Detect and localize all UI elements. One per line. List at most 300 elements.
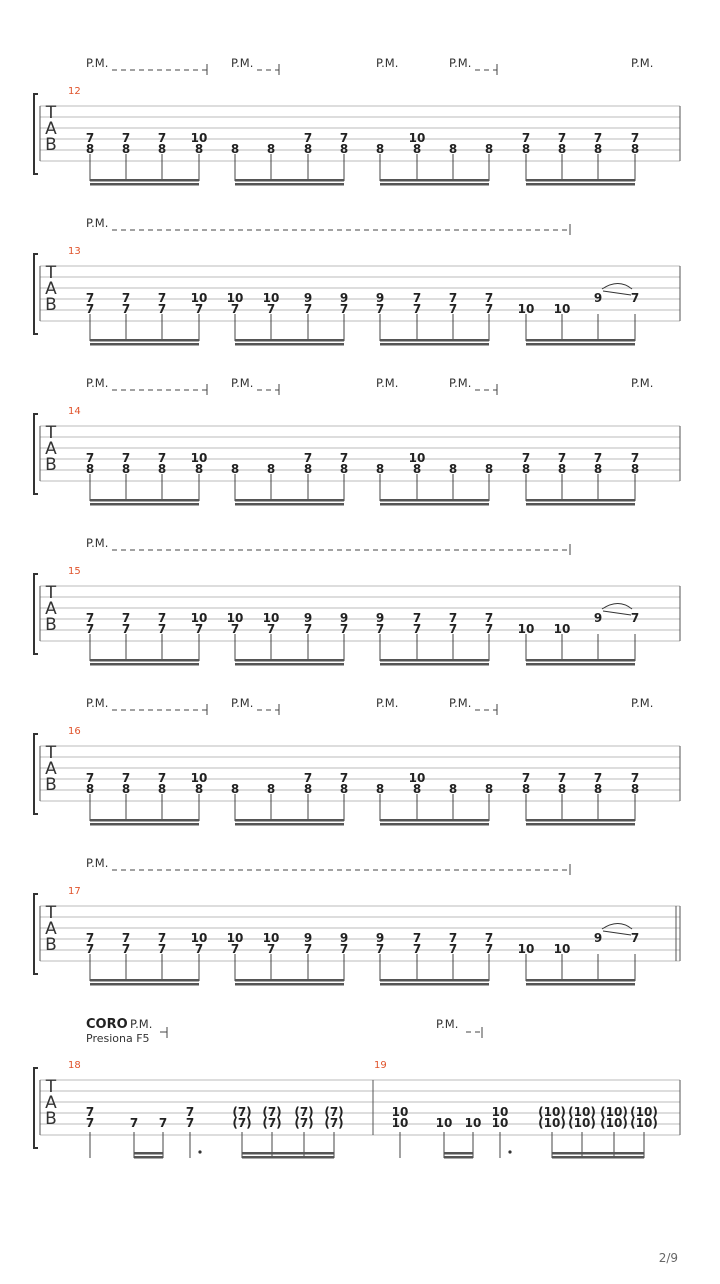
- measure-number: 18: [68, 1060, 81, 1071]
- fret-number: 7: [158, 1116, 168, 1130]
- fret-number: 8: [157, 782, 167, 796]
- fret-number: 7: [375, 622, 385, 636]
- palm-mute-label: P.M.: [231, 376, 254, 390]
- fret-number: 7: [630, 131, 640, 145]
- fret-number: 7: [448, 942, 458, 956]
- fret-number: 7: [339, 622, 349, 636]
- system-brace: [34, 574, 38, 654]
- tab-clef-letter: A: [45, 759, 57, 779]
- beam: [235, 659, 344, 662]
- fret-number: 7: [630, 451, 640, 465]
- fret-number: (10): [630, 1105, 658, 1119]
- fret-number: 7: [85, 1116, 95, 1130]
- tab-clef-letter: B: [45, 455, 57, 475]
- fret-number: 7: [412, 622, 422, 636]
- fret-number: 7: [303, 451, 313, 465]
- fret-number: 10: [408, 771, 426, 785]
- beam: [526, 179, 635, 182]
- fret-number: 8: [448, 782, 458, 796]
- fret-number: 10: [262, 291, 280, 305]
- fret-number: (7): [232, 1105, 252, 1119]
- beam: [90, 183, 199, 186]
- beam: [235, 663, 344, 666]
- fret-number: 8: [194, 462, 204, 476]
- beam: [90, 179, 199, 182]
- beam: [526, 823, 635, 826]
- fret-number: (10): [630, 1116, 658, 1130]
- beam: [380, 183, 489, 186]
- fret-number: 10: [190, 931, 208, 945]
- fret-number: 10: [491, 1105, 509, 1119]
- beam: [90, 663, 199, 666]
- fret-number: 7: [85, 1105, 95, 1119]
- tab-clef-letter: T: [45, 423, 57, 443]
- beam: [235, 979, 344, 982]
- beam: [134, 1152, 163, 1155]
- beam: [235, 343, 344, 346]
- fret-number: 10: [408, 451, 426, 465]
- fret-number: 7: [412, 931, 422, 945]
- palm-mute-label: P.M.: [86, 216, 109, 230]
- tab-clef-letter: A: [45, 1093, 57, 1113]
- palm-mute-label: P.M.: [86, 536, 109, 550]
- fret-number: 7: [157, 771, 167, 785]
- fret-number: 7: [303, 302, 313, 316]
- fret-number: 7: [484, 942, 494, 956]
- palm-mute-label: P.M.: [449, 376, 472, 390]
- measure-number: 12: [68, 86, 81, 97]
- fret-number: 8: [557, 462, 567, 476]
- fret-number: 8: [266, 462, 276, 476]
- tab-clef-letter: B: [45, 295, 57, 315]
- tab-clef-letter: A: [45, 439, 57, 459]
- beam: [526, 343, 635, 346]
- system-brace: [34, 94, 38, 174]
- fret-number: 9: [303, 611, 313, 625]
- fret-number: 7: [157, 611, 167, 625]
- palm-mute-label: P.M.: [631, 56, 654, 70]
- fret-number: 8: [484, 782, 494, 796]
- section-label: CORO: [86, 1017, 128, 1032]
- beam: [380, 663, 489, 666]
- fret-number: 9: [339, 291, 349, 305]
- fret-number: 7: [448, 622, 458, 636]
- fret-number: 7: [448, 302, 458, 316]
- beam: [90, 339, 199, 342]
- fret-number: 7: [85, 611, 95, 625]
- fret-number: 8: [121, 782, 131, 796]
- beam: [242, 1152, 334, 1155]
- fret-number: 8: [412, 462, 422, 476]
- fret-number: 7: [630, 611, 640, 625]
- beam: [380, 819, 489, 822]
- fret-number: 8: [339, 462, 349, 476]
- fret-number: 7: [593, 451, 603, 465]
- fret-number: 7: [85, 931, 95, 945]
- fret-number: 10: [408, 131, 426, 145]
- fret-number: 8: [85, 462, 95, 476]
- beam: [552, 1156, 644, 1159]
- fret-number: 7: [157, 451, 167, 465]
- system-brace: [34, 414, 38, 494]
- fret-number: 7: [85, 771, 95, 785]
- fret-number: 8: [375, 462, 385, 476]
- beam: [235, 499, 344, 502]
- fret-number: 10: [190, 771, 208, 785]
- fret-number: 8: [375, 142, 385, 156]
- fret-number: (7): [294, 1105, 314, 1119]
- beam: [380, 499, 489, 502]
- beam: [90, 983, 199, 986]
- fret-number: 7: [85, 622, 95, 636]
- tab-clef-letter: A: [45, 279, 57, 299]
- fret-number: 7: [303, 771, 313, 785]
- beam: [90, 499, 199, 502]
- fret-number: 7: [412, 611, 422, 625]
- fret-number: (10): [568, 1105, 596, 1119]
- fret-number: 8: [484, 462, 494, 476]
- fret-number: 7: [303, 622, 313, 636]
- beam: [526, 819, 635, 822]
- beam: [526, 663, 635, 666]
- fret-number: 7: [85, 291, 95, 305]
- slide-line: [603, 611, 631, 615]
- tab-system: [34, 696, 680, 826]
- fret-number: 10: [553, 302, 571, 316]
- fret-number: 10: [553, 942, 571, 956]
- fret-number: (10): [600, 1116, 628, 1130]
- tab-clef-letter: B: [45, 935, 57, 955]
- tab-system: [34, 376, 680, 506]
- fret-number: 10: [491, 1116, 509, 1130]
- fret-number: (10): [600, 1105, 628, 1119]
- beam: [242, 1156, 334, 1159]
- fret-number: 7: [375, 942, 385, 956]
- fret-number: 7: [557, 771, 567, 785]
- fret-number: 7: [266, 942, 276, 956]
- beam: [235, 179, 344, 182]
- fret-number: 7: [593, 771, 603, 785]
- beam: [235, 339, 344, 342]
- fret-number: 9: [339, 931, 349, 945]
- beam: [235, 819, 344, 822]
- fret-number: 9: [303, 291, 313, 305]
- beam: [380, 823, 489, 826]
- fret-number: 10: [517, 942, 535, 956]
- fret-number: 7: [185, 1116, 195, 1130]
- fret-number: 7: [266, 622, 276, 636]
- fret-number: 9: [593, 611, 603, 625]
- fret-number: 10: [391, 1105, 409, 1119]
- fret-number: 7: [121, 302, 131, 316]
- fret-number: 8: [303, 142, 313, 156]
- fret-number: 7: [121, 451, 131, 465]
- fret-number: (7): [262, 1116, 282, 1130]
- fret-number: 7: [448, 931, 458, 945]
- beam: [380, 979, 489, 982]
- fret-number: 7: [448, 291, 458, 305]
- system-brace: [34, 254, 38, 334]
- fret-number: (10): [538, 1116, 566, 1130]
- palm-mute-label: P.M.: [436, 1017, 459, 1031]
- fret-number: 7: [85, 302, 95, 316]
- fret-number: 9: [593, 291, 603, 305]
- tab-system: [34, 216, 680, 346]
- fret-number: 7: [157, 302, 167, 316]
- beam: [235, 823, 344, 826]
- fret-number: 10: [262, 931, 280, 945]
- palm-mute-label: P.M.: [130, 1017, 153, 1031]
- tab-clef-letter: B: [45, 1109, 57, 1129]
- tab-system: [34, 856, 680, 986]
- fret-number: 7: [230, 302, 240, 316]
- fret-number: 8: [266, 782, 276, 796]
- fret-number: 9: [303, 931, 313, 945]
- fret-number: 7: [412, 942, 422, 956]
- fret-number: 8: [412, 142, 422, 156]
- beam: [380, 179, 489, 182]
- fret-number: (10): [538, 1105, 566, 1119]
- fret-number: 8: [121, 462, 131, 476]
- fret-number: 10: [391, 1116, 409, 1130]
- palm-mute-label: P.M.: [631, 376, 654, 390]
- fret-number: 7: [157, 622, 167, 636]
- fret-number: 7: [339, 942, 349, 956]
- fret-number: 7: [339, 451, 349, 465]
- fret-number: 7: [339, 302, 349, 316]
- fret-number: 8: [85, 782, 95, 796]
- measure-number: 14: [68, 406, 81, 417]
- fret-number: 7: [129, 1116, 139, 1130]
- fret-number: 7: [484, 291, 494, 305]
- instruction-text: Presiona F5: [86, 1032, 150, 1045]
- fret-number: 7: [194, 302, 204, 316]
- fret-number: 8: [194, 142, 204, 156]
- fret-number: 7: [266, 302, 276, 316]
- fret-number: 7: [521, 131, 531, 145]
- slide-line: [603, 931, 631, 935]
- beam: [552, 1152, 644, 1155]
- beam: [526, 499, 635, 502]
- dot: [198, 1150, 201, 1153]
- fret-number: 8: [194, 782, 204, 796]
- fret-number: 7: [339, 771, 349, 785]
- fret-number: 8: [593, 782, 603, 796]
- fret-number: 7: [521, 451, 531, 465]
- fret-number: 10: [190, 451, 208, 465]
- tab-clef-letter: A: [45, 119, 57, 139]
- fret-number: 10: [190, 611, 208, 625]
- tab-clef-letter: T: [45, 263, 57, 283]
- tab-clef-letter: A: [45, 599, 57, 619]
- fret-number: 10: [517, 302, 535, 316]
- palm-mute-label: P.M.: [86, 856, 109, 870]
- fret-number: 7: [557, 131, 567, 145]
- fret-number: 8: [303, 462, 313, 476]
- fret-number: 8: [448, 142, 458, 156]
- fret-number: 8: [521, 782, 531, 796]
- tab-clef-letter: A: [45, 919, 57, 939]
- fret-number: 7: [630, 771, 640, 785]
- measure-number: 13: [68, 246, 81, 257]
- beam: [444, 1156, 473, 1159]
- beam: [90, 819, 199, 822]
- beam: [526, 503, 635, 506]
- fret-number: 7: [303, 131, 313, 145]
- fret-number: 8: [630, 142, 640, 156]
- fret-number: 8: [593, 462, 603, 476]
- fret-number: 8: [557, 142, 567, 156]
- fret-number: 9: [375, 931, 385, 945]
- fret-number: 7: [593, 131, 603, 145]
- beam: [380, 983, 489, 986]
- dot: [508, 1150, 511, 1153]
- fret-number: 10: [435, 1116, 453, 1130]
- fret-number: 7: [521, 771, 531, 785]
- palm-mute-label: P.M.: [86, 376, 109, 390]
- palm-mute-label: P.M.: [231, 696, 254, 710]
- palm-mute-label: P.M.: [449, 56, 472, 70]
- palm-mute-label: P.M.: [376, 696, 399, 710]
- tab-clef-letter: T: [45, 583, 57, 603]
- beam: [235, 983, 344, 986]
- fret-number: 10: [190, 291, 208, 305]
- fret-number: 8: [521, 142, 531, 156]
- fret-number: 10: [226, 931, 244, 945]
- beam: [444, 1152, 473, 1155]
- fret-number: 7: [630, 931, 640, 945]
- fret-number: 8: [630, 462, 640, 476]
- system-brace: [34, 894, 38, 974]
- system-brace: [34, 1068, 38, 1148]
- tab-clef-letter: T: [45, 903, 57, 923]
- beam: [90, 503, 199, 506]
- fret-number: 10: [553, 622, 571, 636]
- fret-number: 7: [121, 131, 131, 145]
- fret-number: (10): [568, 1116, 596, 1130]
- fret-number: 7: [157, 942, 167, 956]
- fret-number: (7): [324, 1105, 344, 1119]
- fret-number: (7): [262, 1105, 282, 1119]
- beam: [380, 503, 489, 506]
- fret-number: 10: [464, 1116, 482, 1130]
- fret-number: 8: [266, 142, 276, 156]
- fret-number: 9: [375, 291, 385, 305]
- fret-number: 7: [194, 942, 204, 956]
- beam: [90, 659, 199, 662]
- fret-number: 10: [226, 291, 244, 305]
- tab-system: [34, 56, 680, 186]
- fret-number: 8: [593, 142, 603, 156]
- fret-number: (7): [232, 1116, 252, 1130]
- fret-number: (7): [324, 1116, 344, 1130]
- beam: [526, 339, 635, 342]
- fret-number: 7: [121, 622, 131, 636]
- palm-mute-label: P.M.: [631, 696, 654, 710]
- beam: [526, 183, 635, 186]
- fret-number: 10: [190, 131, 208, 145]
- palm-mute-label: P.M.: [376, 56, 399, 70]
- beam: [90, 343, 199, 346]
- measure-number: 16: [68, 726, 81, 737]
- slide-line: [603, 291, 631, 295]
- tab-clef-letter: B: [45, 615, 57, 635]
- fret-number: 7: [630, 291, 640, 305]
- beam: [380, 339, 489, 342]
- system-brace: [34, 734, 38, 814]
- fret-number: 7: [412, 291, 422, 305]
- fret-number: 7: [303, 942, 313, 956]
- measure-number: 15: [68, 566, 81, 577]
- fret-number: 7: [484, 302, 494, 316]
- tab-system-chorus: [34, 1017, 680, 1159]
- fret-number: 8: [557, 782, 567, 796]
- tab-clef-letter: B: [45, 135, 57, 155]
- fret-number: 7: [157, 931, 167, 945]
- fret-number: 7: [157, 131, 167, 145]
- fret-number: 9: [339, 611, 349, 625]
- fret-number: 7: [185, 1105, 195, 1119]
- fret-number: 8: [230, 462, 240, 476]
- fret-number: 8: [230, 782, 240, 796]
- fret-number: 7: [121, 942, 131, 956]
- fret-number: 7: [85, 942, 95, 956]
- fret-number: 7: [85, 131, 95, 145]
- beam: [526, 979, 635, 982]
- fret-number: 8: [448, 462, 458, 476]
- beam: [134, 1156, 163, 1159]
- fret-number: 10: [226, 611, 244, 625]
- measure-number: 19: [374, 1060, 387, 1071]
- fret-number: 8: [339, 782, 349, 796]
- fret-number: 8: [412, 782, 422, 796]
- palm-mute-label: P.M.: [86, 696, 109, 710]
- tab-system: [34, 536, 680, 666]
- fret-number: 8: [339, 142, 349, 156]
- fret-number: 7: [85, 451, 95, 465]
- fret-number: 8: [157, 142, 167, 156]
- tab-clef-letter: T: [45, 743, 57, 763]
- fret-number: 9: [375, 611, 385, 625]
- fret-number: 7: [230, 942, 240, 956]
- palm-mute-label: P.M.: [376, 376, 399, 390]
- fret-number: 8: [375, 782, 385, 796]
- fret-number: 8: [121, 142, 131, 156]
- beam: [380, 343, 489, 346]
- fret-number: 7: [448, 611, 458, 625]
- fret-number: 8: [85, 142, 95, 156]
- fret-number: 7: [121, 611, 131, 625]
- tab-clef-letter: T: [45, 103, 57, 123]
- tab-clef-letter: T: [45, 1077, 57, 1097]
- beam: [380, 659, 489, 662]
- palm-mute-label: P.M.: [86, 56, 109, 70]
- page-number: 2/9: [658, 1251, 678, 1265]
- fret-number: 7: [484, 931, 494, 945]
- fret-number: (7): [294, 1116, 314, 1130]
- fret-number: 7: [375, 302, 385, 316]
- beam: [526, 983, 635, 986]
- fret-number: 7: [339, 131, 349, 145]
- fret-number: 7: [484, 622, 494, 636]
- fret-number: 8: [303, 782, 313, 796]
- fret-number: 9: [593, 931, 603, 945]
- measure-number: 17: [68, 886, 81, 897]
- fret-number: 7: [484, 611, 494, 625]
- palm-mute-label: P.M.: [231, 56, 254, 70]
- tab-clef-letter: B: [45, 775, 57, 795]
- fret-number: 7: [557, 451, 567, 465]
